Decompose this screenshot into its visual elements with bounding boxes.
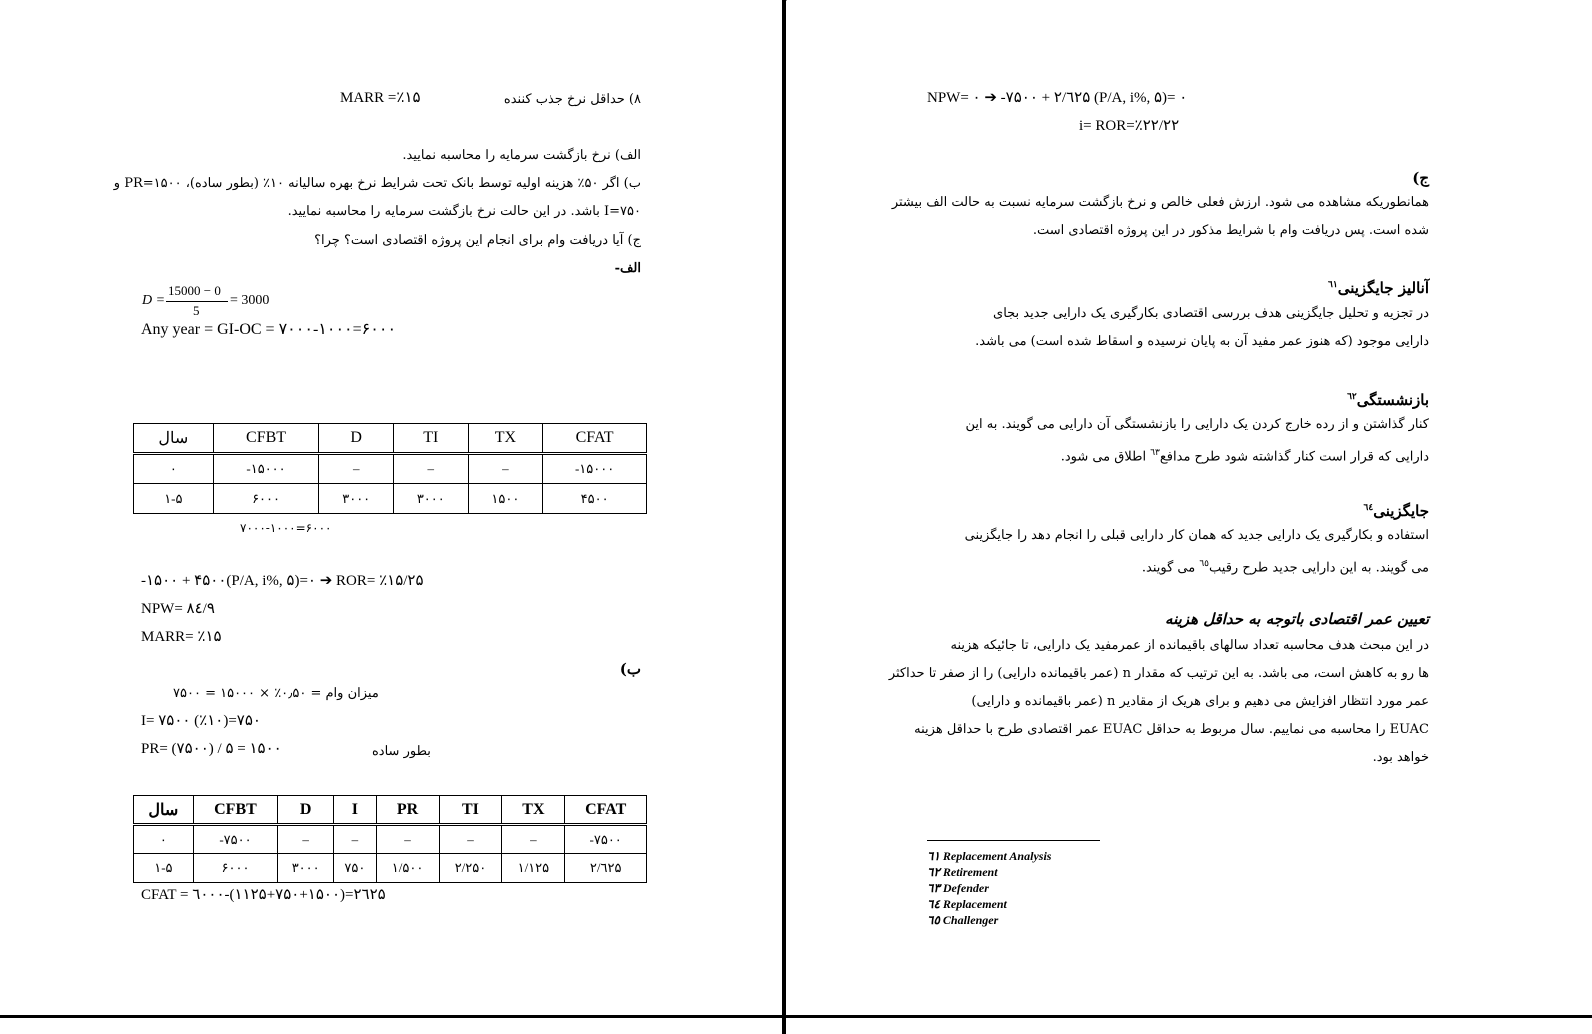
table-header-cell: TI [439, 796, 502, 825]
footnote-61: ٦١ Replacement Analysis [927, 849, 1052, 863]
ror-equation: -۱۵۰۰ + ۴۵۰۰(P/A, i%, ۵)=۰ ➔ ROR= ٪۱۵/۲۵ [141, 573, 424, 589]
replacement-analysis-line2: دارایی موجود (که هنوز عمر مفید آن به پایان نرسیده و اسقاط شده است) می باشد. [975, 334, 1429, 349]
npw-equation: NPW= ۰ ➔ -۷۵۰۰ + ۲/٦۲۵ (P/A, i%, ۵)= ۰ [927, 90, 1188, 106]
any-year-equation: Any year = GI-OC = ۷۰۰۰-۱۰۰۰=۶۰۰۰ [141, 321, 397, 338]
footnote-65: ٦٥ Challenger [927, 913, 999, 927]
left-page [0, 0, 783, 1034]
table-row [134, 825, 647, 854]
table-cell: ۳۰۰۰ [319, 484, 394, 514]
table-header-cell: D [278, 796, 334, 825]
table-cell: – [439, 825, 502, 854]
replacement-heading [1364, 500, 1429, 519]
footnote-ref: ٦١ [1328, 280, 1338, 290]
table-cell: – [502, 825, 565, 854]
table-cell: ۴۵۰۰ [543, 484, 647, 514]
retirement-heading [1347, 389, 1429, 408]
fraction-bar [166, 301, 228, 302]
table-cell: ۱-۵ [134, 484, 214, 514]
replacement-line2 [1142, 556, 1429, 576]
solution-a-heading: الف- [614, 261, 641, 276]
table-cell: – [468, 454, 543, 484]
loan-amount: میزان وام = ۰٫۵۰٪ × ۱۵۰۰۰ = ۷۵۰۰ [173, 686, 379, 701]
economic-life-heading: تعیین عمر اقتصادی باتوجه به حداقل هزینه [1165, 610, 1429, 628]
table-cell: ۱-۵ [134, 854, 194, 883]
right-page [787, 0, 1592, 1034]
table-cell: ۷۵۰ [334, 854, 376, 883]
table-cell: – [278, 825, 334, 854]
table-cell: -۷۵۰۰ [565, 825, 647, 854]
table-header-row [134, 424, 647, 454]
table-header-cell: سال [134, 424, 214, 454]
table-header-cell: I [334, 796, 376, 825]
simple-interest-note: بطور ساده [372, 744, 431, 759]
solution-c-heading: ج) [1412, 169, 1429, 187]
retirement-line2 [1061, 445, 1429, 465]
page-bottom-border [0, 1015, 1592, 1018]
page-divider [782, 0, 786, 1034]
cfat-equation: CFAT = ٦۰۰۰-(۱۱۲۵+۷۵۰+۱۵۰۰)=۲٦۲۵ [141, 887, 386, 903]
table-header-cell: TI [394, 424, 469, 454]
table-1-note: ۷۰۰۰-۱۰۰۰=۶۰۰۰ [240, 521, 332, 535]
table-header-cell: TX [502, 796, 565, 825]
replacement-text-end: می گویند. [1141, 560, 1200, 576]
table-cell: -۷۵۰۰ [193, 825, 277, 854]
cash-flow-table-1 [133, 423, 647, 514]
question-b-line2: I=۷۵۰ باشد. در این حالت نرخ بازگشت سرمایه را محاسبه نمایید. [287, 204, 641, 219]
principal-equation: PR= (۷۵۰۰) / ۵ = ۱۵۰۰ [141, 741, 282, 757]
retirement-text-end: اطلاق می شود. [1060, 449, 1151, 465]
economic-life-line3: عمر مورد انتظار افزایش می دهیم و برای هریک از مقادیر n (عمر باقیمانده و دارایی) [971, 694, 1429, 709]
table-header-cell: CFAT [543, 424, 647, 454]
footnote-63: ٦٣ Defender [927, 881, 989, 895]
table-header-cell: TX [468, 424, 543, 454]
footnote-ref: ٦٥ [1199, 559, 1210, 569]
table-header-cell: CFBT [193, 796, 277, 825]
retirement-line1: کنار گذاشتن و از رده خارج کردن یک دارایی را بازنشستگی آن دارایی می گویند. به این [965, 417, 1429, 432]
table-row [134, 854, 647, 883]
footnote-ref: ٦٣ [1150, 448, 1160, 458]
economic-life-line2: ها رو به کاهش است، می باشد. به این ترتیب که مقدار n (عمر باقیمانده دارایی) را از صفر تا حداکثر [888, 666, 1429, 681]
heading-text: جایگزینی [1373, 502, 1429, 520]
table-row [134, 454, 647, 484]
replacement-text: می گویند. به این دارایی جدید طرح رقیب [1209, 560, 1429, 576]
table-cell: ۳۰۰۰ [394, 484, 469, 514]
table-header-cell: سال [134, 796, 194, 825]
economic-life-line4: EUAC را محاسبه می نماییم. سال مربوط به حداقل EUAC عمر اقتصادی طرح با حداقل هزینه [914, 722, 1429, 737]
table-cell: ۶۰۰۰ [193, 854, 277, 883]
question-c: ج) آیا دریافت وام برای انجام این پروژه اقتصادی است؟ چرا؟ [314, 233, 641, 248]
table-cell: ۰ [134, 454, 214, 484]
table-cell: – [394, 454, 469, 484]
table-cell: – [376, 825, 439, 854]
depreciation-lhs: D = [142, 293, 166, 308]
question-8-label: ۸) حداقل نرخ جذب کننده [503, 92, 641, 107]
solution-c-line1: همانطوریکه مشاهده می شود. ارزش فعلی خالص و نرخ بازگشت سرمایه نسبت به حالت الف بیشتر [891, 195, 1429, 210]
table-cell: – [319, 454, 394, 484]
solution-c-line2: شده است. پس دریافت وام با شرایط مذکور در این پروژه اقتصادی است. [1032, 223, 1429, 238]
depreciation-denominator: 5 [193, 303, 200, 318]
interest-equation: I= ۷۵۰۰ (٪۱۰)=۷۵۰ [141, 713, 261, 729]
replacement-analysis-heading [1328, 277, 1429, 296]
question-8-marr: MARR =٪۱۵ [340, 90, 421, 106]
table-cell: – [334, 825, 376, 854]
retirement-text: دارایی که قرار است کنار گذاشته شود طرح مدافع [1159, 449, 1429, 465]
table-cell: ۱/۱۲۵ [502, 854, 565, 883]
table-header-cell: D [319, 424, 394, 454]
footnote-64: ٦٤ Replacement [927, 897, 1007, 911]
table-cell: ۱۵۰۰ [468, 484, 543, 514]
depreciation-numerator: 15000 − 0 [168, 283, 221, 298]
footnote-62: ٦٢ Retirement [927, 865, 998, 879]
table-cell: ۲/۲۵۰ [439, 854, 502, 883]
question-a: الف) نرخ بازگشت سرمایه را محاسبه نمایید. [402, 148, 641, 163]
economic-life-line5: خواهد بود. [1372, 750, 1429, 765]
marr-value: MARR= ٪۱۵ [141, 629, 222, 645]
heading-text: بازنشستگی [1356, 391, 1429, 409]
question-b-line1: ب) اگر ۵۰٪ هزینه اولیه توسط بانک تحت شرایط نرخ بهره سالیانه ۱۰٪ (بطور ساده)، PR=۱۵۰۰ و [113, 176, 641, 191]
footnote-ref: ٦٤ [1363, 503, 1374, 513]
table-header-cell: CFBT [213, 424, 319, 454]
table-cell: ۲/٦۲۵ [565, 854, 647, 883]
table-row [134, 484, 647, 514]
footnote-ref: ٦٢ [1347, 392, 1357, 402]
ror-result: i= ROR=٪۲۲/۲۲ [1079, 118, 1180, 134]
table-header-cell: CFAT [565, 796, 647, 825]
table-header-cell: PR [376, 796, 439, 825]
replacement-analysis-line1: در تجزیه و تحلیل جایگزینی هدف بررسی اقتصادی بکارگیری یک دارایی جدید بجای [993, 306, 1429, 321]
economic-life-line1: در این مبحث هدف محاسبه تعداد سالهای باقیمانده از عمرمفید یک دارایی، تا جائیکه هزینه [950, 638, 1429, 653]
depreciation-rhs: = 3000 [230, 293, 270, 308]
footnote-separator [927, 840, 1100, 841]
cash-flow-table-2 [133, 795, 647, 883]
replacement-line1: استفاده و بکارگیری یک دارایی جدید که همان کار دارایی قبلی را انجام دهد را جایگزینی [964, 528, 1429, 543]
table-header-row [134, 796, 647, 825]
heading-text: آنالیز جایگزینی [1337, 279, 1429, 297]
table-cell: ۰ [134, 825, 194, 854]
table-cell: ۱/۵۰۰ [376, 854, 439, 883]
solution-b-heading: ب) [619, 660, 641, 678]
npw-value: NPW= ۸٤/۹ [141, 601, 215, 617]
table-cell: ۳۰۰۰ [278, 854, 334, 883]
table-cell: -۱۵۰۰۰ [213, 454, 319, 484]
table-cell: -۱۵۰۰۰ [543, 454, 647, 484]
table-cell: ۶۰۰۰ [213, 484, 319, 514]
